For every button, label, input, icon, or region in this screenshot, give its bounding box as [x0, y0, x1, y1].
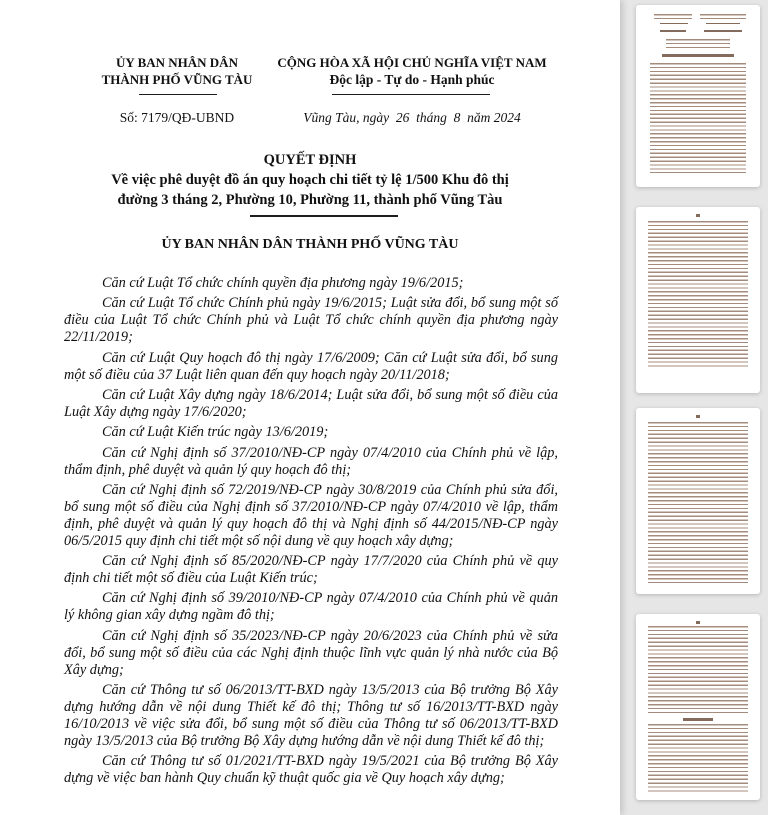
thumbnail-text-lines: [648, 724, 748, 794]
legal-basis-paragraph: Căn cứ Luật Tổ chức chính quyền địa phương ngày 19/6/2015;: [102, 275, 464, 291]
issuer-heading: ỦY BAN NHÂN DÂN THÀNH PHỐ VŨNG TÀU: [161, 237, 459, 252]
issuing-agency-underline: [139, 94, 217, 95]
legal-basis-paragraph: Căn cứ Luật Quy hoạch đô thị ngày 17/6/2009; Căn cứ Luật sửa đổi, bổ sung một số điều của 37 Luật liên quan đến quy hoạch ngày 20/11/2018;: [64, 349, 558, 383]
place-and-date: Vũng Tàu, ngày 26 tháng 8 năm 2024: [303, 110, 521, 125]
legal-basis-paragraph: Căn cứ Nghị định số 39/2010/NĐ-CP ngày 07/4/2010 của Chính phủ về quản lý không gian xây dựng ngầm đô thị;: [64, 590, 558, 624]
thumbnail-title-lines: [666, 39, 730, 48]
legal-basis-paragraph: Căn cứ Nghị định số 85/2020/NĐ-CP ngày 17/7/2020 của Chính phủ về quy định chi tiết một số điều của Luật Kiến trúc;: [64, 553, 558, 586]
decision-subtitle-line2: đường 3 tháng 2, Phường 10, Phường 11, thành phố Vũng Tàu: [117, 192, 503, 208]
thumbnail-page-number: [696, 214, 700, 217]
decision-subtitle-line1: Về việc phê duyệt đồ án quy hoạch chi tiết tỷ lệ 1/500 Khu đô thị: [111, 172, 509, 188]
page-thumbnail-rail: [620, 0, 768, 815]
page-thumbnail-1[interactable]: [636, 5, 760, 187]
legal-basis-paragraph: Căn cứ Thông tư số 06/2013/TT-BXD ngày 13/5/2013 của Bộ trưởng Bộ Xây dựng hướng dẫn về nội dung Thiết kế đô thị; Thông tư số 16/2013/TT-BXD ngày 16/10/2013 về việc sửa đổi, bổ sung một số điều của Thông tư số 06/2013/TT-BXD ngày 13/5/2013 của Bộ trưởng Bộ Xây dựng hướng dẫn về nội dung Thiết kế đô thị;: [64, 681, 558, 749]
thumbnail-header-left-underline: [660, 23, 688, 24]
document-number: Số: 7179/QĐ-UBND: [119, 110, 235, 125]
page-thumbnail-4[interactable]: [636, 614, 760, 800]
thumbnail-text-lines: [648, 422, 748, 584]
legal-basis-paragraph: Căn cứ Luật Tổ chức Chính phủ ngày 19/6/2015; Luật sửa đổi, bổ sung một số điều của Luật Tổ chức Chính phủ và Luật Tổ chức chính quyền địa phương ngày 22/11/2019;: [64, 295, 558, 346]
issuing-agency-line1: ỦY BAN NHÂN DÂN: [116, 55, 238, 70]
thumbnail-page-number: [696, 415, 700, 418]
thumbnail-section-heading: [683, 718, 713, 721]
thumbnail-page-number: [696, 621, 700, 624]
thumbnail-text-lines: [648, 221, 748, 369]
decision-title: QUYẾT ĐỊNH: [263, 152, 357, 168]
motto-line: Độc lập - Tự do - Hạnh phúc: [329, 72, 495, 87]
thumbnail-header-left-lines: [654, 14, 692, 21]
document-body: [64, 275, 558, 790]
page-thumbnail-2[interactable]: [636, 207, 760, 393]
thumbnail-text-lines: [648, 626, 748, 714]
legal-basis-paragraph: Căn cứ Luật Kiến trúc ngày 13/6/2019;: [102, 424, 329, 441]
thumbnail-text-lines: [650, 63, 746, 173]
legal-basis-paragraph: Căn cứ Thông tư số 01/2021/TT-BXD ngày 19/5/2021 của Bộ trưởng Bộ Xây dựng về việc ban hành Quy chuẩn kỹ thuật quốc gia về Quy hoạch xây dựng;: [64, 753, 558, 786]
legal-basis-paragraph: Căn cứ Luật Xây dựng ngày 18/6/2014; Luật sửa đổi, bổ sung một số điều của Luật Xây dựng ngày 17/6/2020;: [64, 386, 558, 420]
thumbnail-number-line: [660, 30, 686, 32]
legal-basis-paragraph: Căn cứ Nghị định số 72/2019/NĐ-CP ngày 30/8/2019 của Chính phủ sửa đổi, bổ sung một số điều của Nghị định số 37/2010/NĐ-CP ngày 07/4/2010 về lập, thẩm định, phê duyệt và quản lý quy hoạch đô thị và Nghị định số 44/2015/NĐ-CP ngày 06/5/2015 quy định chi tiết một số nội dung về quy hoạch xây dựng;: [64, 481, 558, 549]
thumbnail-date-line: [704, 30, 742, 32]
thumbnail-issuer-line: [662, 54, 734, 57]
thumbnail-header-right-lines: [700, 14, 746, 21]
national-title-line: CỘNG HÒA XÃ HỘI CHỦ NGHĨA VIỆT NAM: [277, 55, 547, 70]
title-separator-line: [250, 215, 398, 217]
legal-basis-paragraph: Căn cứ Nghị định số 35/2023/NĐ-CP ngày 20/6/2023 của Chính phủ về sửa đổi, bổ sung một số điều của các Nghị định thuộc lĩnh vực quản lý nhà nước của Bộ Xây dựng;: [64, 627, 558, 678]
issuing-agency-line2: THÀNH PHỐ VŨNG TÀU: [101, 72, 253, 87]
legal-basis-paragraph: Căn cứ Nghị định số 37/2010/NĐ-CP ngày 07/4/2010 của Chính phủ về lập, thẩm định, phê duyệt và quản lý quy hoạch đô thị;: [64, 444, 558, 478]
national-motto-header: [272, 54, 552, 88]
issuing-agency-header: [62, 54, 292, 88]
page-thumbnail-3[interactable]: [636, 408, 760, 594]
thumbnail-header-right-underline: [706, 23, 740, 24]
motto-underline: [332, 94, 490, 95]
